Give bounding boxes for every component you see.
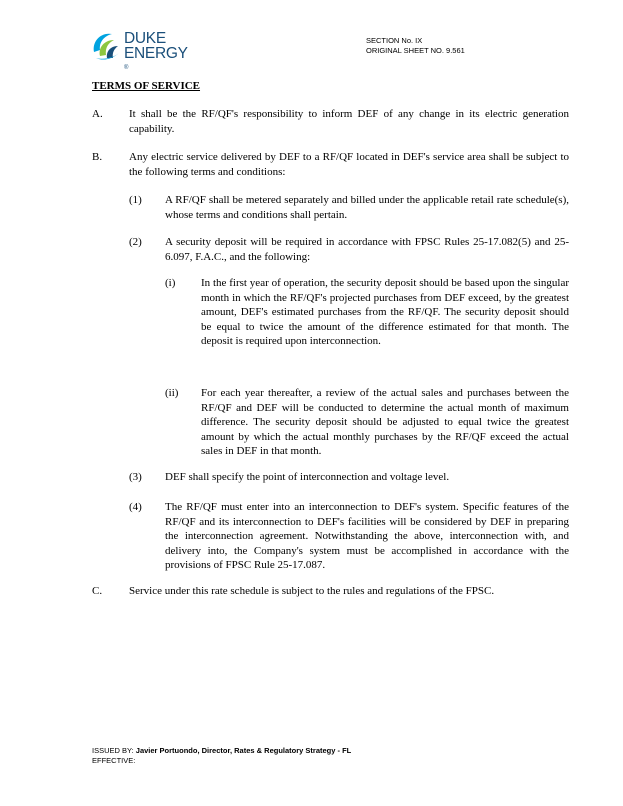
section-number: SECTION No. IX <box>366 36 423 45</box>
item-a-text: It shall be the RF/QF's responsibility to inform DEF of any change in its electric generation capability. <box>129 108 569 135</box>
sub2-marker: (2) <box>129 236 142 248</box>
sub3-marker: (3) <box>129 471 142 483</box>
effective-label: EFFECTIVE: <box>92 756 136 765</box>
page-title: TERMS OF SERVICE <box>92 80 201 92</box>
sheet-reference <box>366 36 465 56</box>
sub4-text: The RF/QF must enter into an interconnection to DEF's system. Specific features of the RF/QF and its interconnection to DEF's facilities will be considered by DEF in preparing the interconnection agreement. Notwithstanding the above, interconnection with, and delivery into, the Company's system must be accomplished in accordance with the provisions of FPSC Rule 25-17.087. <box>165 501 569 571</box>
logo-registered-mark: ® <box>124 65 129 71</box>
sub2-text: A security deposit will be required in accordance with FPSC Rules 25-17.082(5) and 25-6.097, F.A.C., and the following: <box>165 236 569 263</box>
sub2-i-text: In the first year of operation, the security deposit should be based upon the singular month in which the RF/QF's projected purchases from DEF exceed, by the greatest amount, DEF's estimated purchases from the RF/QF. The security deposit should be equal to twice the amount of the difference estimated for that month. The deposit is required upon interconnection. <box>201 277 569 347</box>
item-b-marker: B. <box>92 151 103 163</box>
duke-energy-logo <box>90 28 210 71</box>
issued-by-value: Javier Portuondo, Director, Rates & Regulatory Strategy - FL <box>135 746 352 755</box>
issued-by-label: ISSUED BY: <box>92 746 134 755</box>
logo-wordmark <box>124 31 188 76</box>
item-c-marker: C. <box>92 585 103 597</box>
sub2-ii-text: For each year thereafter, a review of the actual sales and purchases between the RF/QF and DEF will be conducted to determine the actual month of maximum difference. The security deposit should be adjusted to equal twice the greatest amount by which the actual monthly purchases by the RF/QF exceed the actual sales in DEF in that month. <box>201 387 569 457</box>
footer <box>92 746 351 766</box>
duke-energy-logo-icon <box>90 28 124 62</box>
logo-line1: DUKE <box>124 30 166 47</box>
sub3-text: DEF shall specify the point of interconnection and voltage level. <box>165 471 450 483</box>
sub2-i-marker: (i) <box>165 277 176 289</box>
item-c-text: Service under this rate schedule is subject to the rules and regulations of the FPSC. <box>129 585 495 597</box>
logo-line2: ENERGY <box>124 45 188 62</box>
sub1-text: A RF/QF shall be metered separately and billed under the applicable retail rate schedule(s), whose terms and conditions shall pertain. <box>165 194 569 221</box>
item-a-marker: A. <box>92 108 103 120</box>
item-b-text: Any electric service delivered by DEF to a RF/QF located in DEF's service area shall be subject to the following terms and conditions: <box>129 151 569 178</box>
sub2-ii-marker: (ii) <box>165 387 179 399</box>
sub1-marker: (1) <box>129 194 142 206</box>
sub4-marker: (4) <box>129 501 142 513</box>
sheet-number: ORIGINAL SHEET NO. 9.561 <box>366 46 465 55</box>
